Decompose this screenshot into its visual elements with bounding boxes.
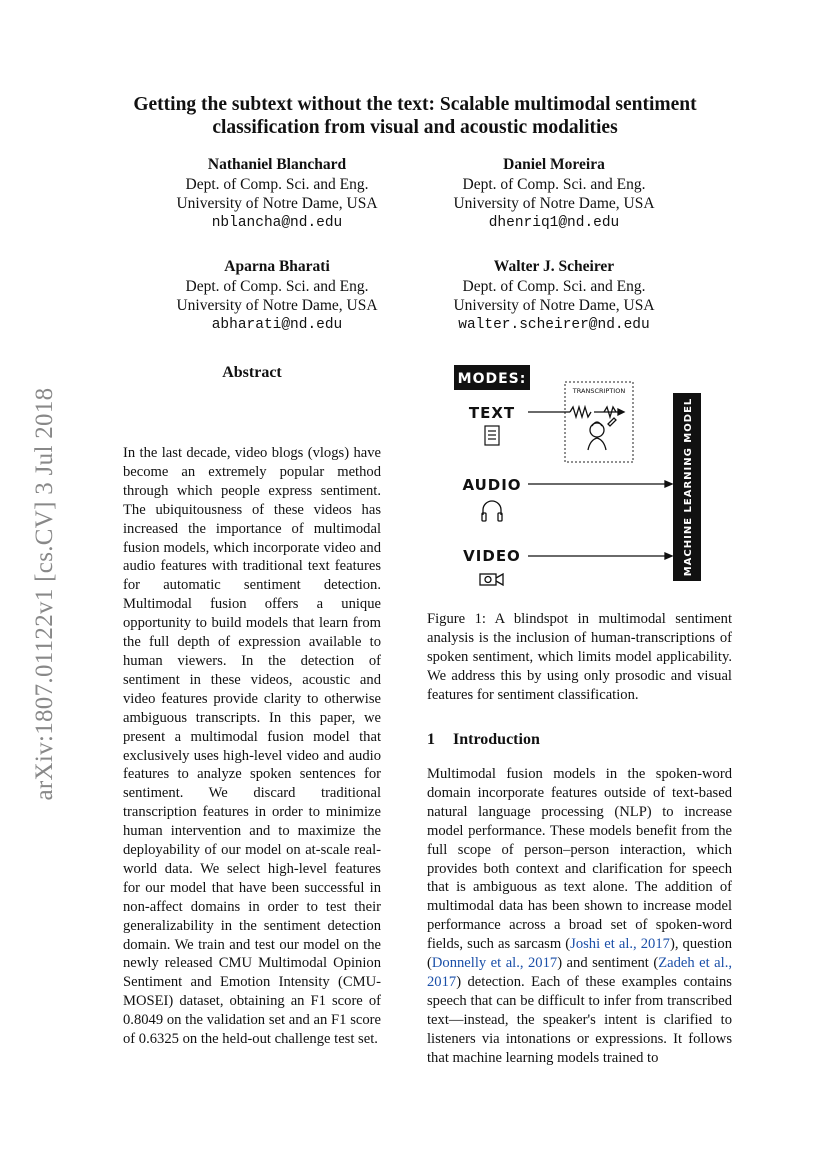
introduction-paragraph bbox=[427, 765, 732, 1068]
intro-text-4: ) detection. Each of these examples contains speech that can be difficult to infer from transcribed text—instead, the speaker's intent is clarified to listeners via intonations or expressions. It follows that machine learning models trained to bbox=[427, 973, 732, 1066]
human-transcriber-icon bbox=[588, 418, 616, 450]
author-block-4 bbox=[424, 257, 684, 335]
video-mode-label: VIDEO bbox=[463, 547, 521, 565]
arxiv-identifier: arXiv:1807.01122v1 [cs.CV] 3 Jul 2018 bbox=[31, 387, 58, 801]
text-mode-label: TEXT bbox=[468, 404, 516, 422]
paper-title: Getting the subtext without the text: Scalable multimodal sentiment classification from visual and acoustic modalities bbox=[133, 94, 697, 138]
video-arrow bbox=[528, 553, 672, 559]
transcription-label: TRANSCRIPTION bbox=[572, 387, 626, 395]
machine-learning-model-label: MACHINE LEARNING MODEL bbox=[683, 397, 694, 577]
author-dept: Dept. of Comp. Sci. and Eng. bbox=[462, 175, 646, 193]
author-affiliation: University of Notre Dame, USA bbox=[453, 195, 655, 212]
author-email: abharati@nd.edu bbox=[211, 316, 343, 333]
author-name: Daniel Moreira bbox=[503, 156, 605, 173]
document-icon bbox=[485, 426, 499, 445]
author-dept: Dept. of Comp. Sci. and Eng. bbox=[185, 175, 369, 193]
author-dept: Dept. of Comp. Sci. and Eng. bbox=[462, 277, 646, 295]
figure-caption: Figure 1: A blindspot in multimodal sentiment analysis is the inclusion of human-transcriptions of spoken sentiment, which limits model applicability. We address this by using only prosodic and visual features for sentiment classification. bbox=[427, 611, 732, 703]
headphones-icon bbox=[482, 501, 502, 521]
section-heading bbox=[427, 731, 732, 749]
author-block-2 bbox=[424, 155, 684, 233]
author-affiliation: University of Notre Dame, USA bbox=[176, 195, 378, 212]
author-email: walter.scheirer@nd.edu bbox=[458, 316, 650, 333]
audio-mode-label: AUDIO bbox=[462, 476, 522, 494]
video-camera-icon bbox=[480, 574, 503, 585]
author-block-1 bbox=[147, 155, 407, 233]
author-email: dhenriq1@nd.edu bbox=[488, 214, 620, 231]
modes-label: MODES: bbox=[457, 371, 527, 387]
text-arrow bbox=[528, 407, 624, 417]
intro-text-3: ) and sentiment ( bbox=[557, 955, 659, 972]
citation-link[interactable]: Joshi et al., 2017 bbox=[570, 936, 670, 953]
abstract-heading: Abstract bbox=[222, 364, 282, 381]
author-name: Nathaniel Blanchard bbox=[207, 156, 347, 173]
author-name: Walter J. Scheirer bbox=[493, 258, 615, 275]
citation-link[interactable]: Zadeh et al., 2017 bbox=[427, 955, 732, 990]
section-number: 1 bbox=[427, 731, 435, 748]
citation-link[interactable]: Donnelly et al., 2017 bbox=[431, 955, 558, 972]
figure-1-diagram bbox=[442, 360, 742, 600]
author-block-3 bbox=[147, 257, 407, 335]
intro-text-2: ), question ( bbox=[427, 936, 732, 972]
author-affiliation: University of Notre Dame, USA bbox=[453, 297, 655, 314]
author-dept: Dept. of Comp. Sci. and Eng. bbox=[185, 277, 369, 295]
author-email: nblancha@nd.edu bbox=[211, 214, 343, 231]
author-affiliation: University of Notre Dame, USA bbox=[176, 297, 378, 314]
intro-text-1: Multimodal fusion models in the spoken-word domain incorporate features outside of text-based natural language processing (NLP) to increase model performance. These models benefit from the full scope of person–person interaction, which provides both context and clarification for speech that is ambiguous as text alone. The addition of multimodal data has been shown to increase model performance across a broad set of spoken-word fields, such as sarcasm ( bbox=[427, 766, 732, 953]
abstract-text: In the last decade, video blogs (vlogs) have become an extremely popular method through which people express sentiment. The ubiquitousness of these videos has increased the importance of multimodal fusion models, which incorporate video and audio features with traditional text features for automatic sentiment detection. Multimodal fusion offers a unique opportunity to build models that learn from the full depth of expression available to human viewers. In the detection of sentiment in these videos, acoustic and video features provide clarity to otherwise ambiguous transcripts. In this paper, we present a multimodal fusion model that exclusively uses high-level video and audio features to analyze spoken sentences for sentiment. We discard traditional transcription features in order to minimize human intervention and to maximize the deployability of our model on at-scale real-world data. We select high-level features for our model that have been successful in non-affect domains in order to test their generalizability in the sentiment detection domain. We train and test our model on the newly released CMU Multimodal Opinion Sentiment and Emotion Intensity (CMU-MOSEI) dataset, obtaining an F1 score of 0.8049 on the validation set and an F1 score of 0.6325 on the held-out challenge test set. bbox=[123, 445, 381, 1048]
author-name: Aparna Bharati bbox=[224, 258, 330, 275]
section-title: Introduction bbox=[453, 731, 540, 748]
audio-arrow bbox=[528, 481, 672, 487]
